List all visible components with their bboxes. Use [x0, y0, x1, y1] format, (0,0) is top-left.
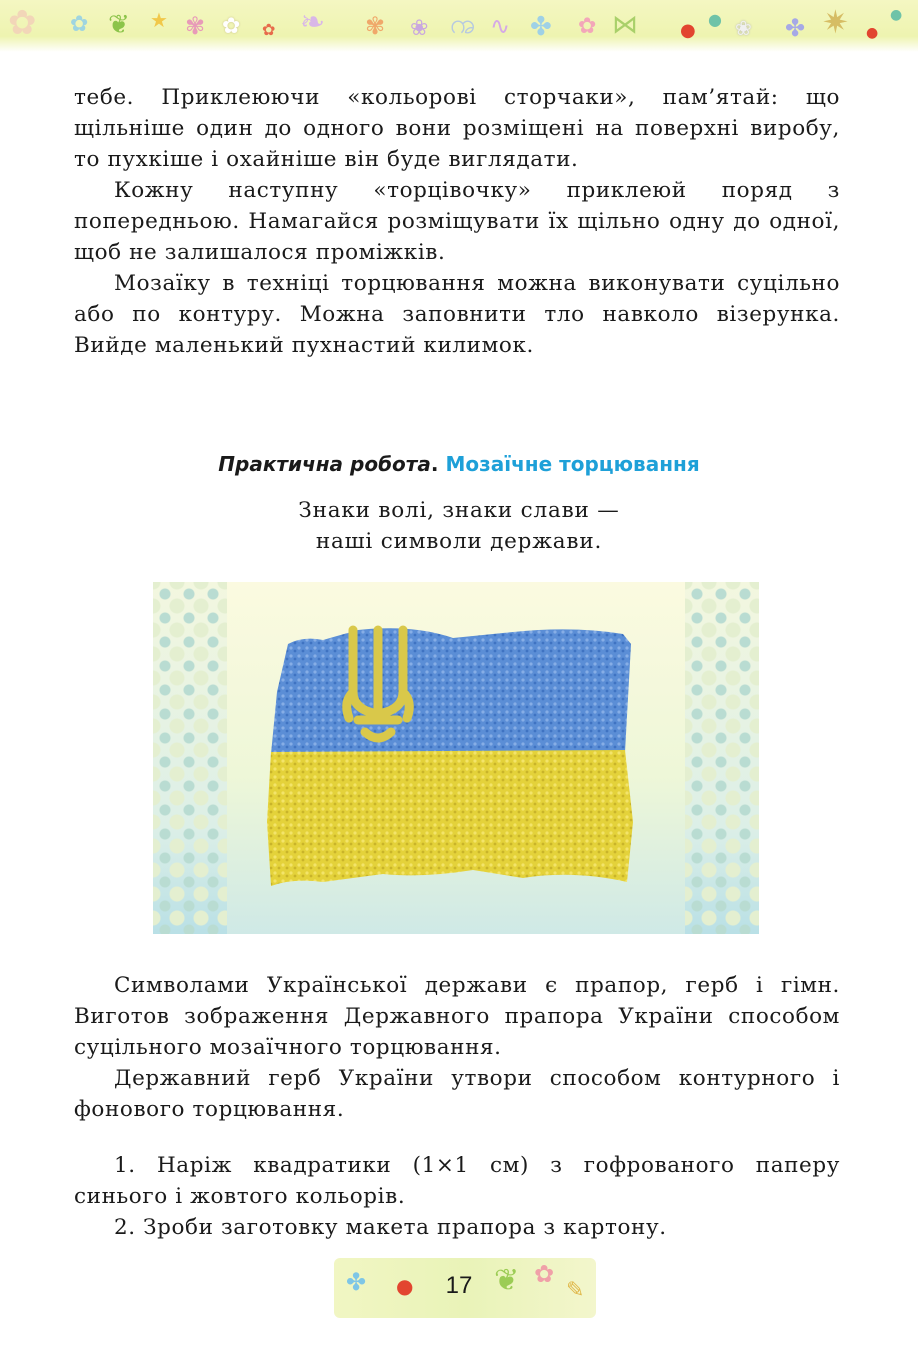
paragraph: тебе. Приклеюючи «кольорові сторчаки», пам’ятай: що щільніше один до одного вони розміщені на поверхні виробу, то пухкіше і охайніше він буде виглядати.: [74, 85, 840, 172]
leaf-icon: ❧: [300, 5, 326, 40]
dot-icon: ●: [708, 10, 722, 29]
practical-label: Практична робота: [218, 452, 431, 476]
flower-icon: ✤: [530, 12, 552, 42]
paragraph: Символами Української держави є прапор, герб і гімн. Виготов зображення Державного прапора України способом суцільного мозаїчного торцювання.: [74, 973, 840, 1060]
flower-icon: ❀: [735, 16, 752, 40]
decorative-top-border: [0, 0, 918, 52]
flag-blue-stripe: [271, 628, 631, 754]
flower-icon: ✿: [262, 20, 276, 39]
flower-icon: ✤: [785, 14, 806, 42]
page-number: 17: [445, 1272, 473, 1299]
steps-list: [74, 1150, 840, 1243]
flower-icon: ✿: [8, 3, 37, 43]
leaf-icon: ❦: [494, 1263, 520, 1298]
leaf-icon: ✷: [822, 3, 849, 41]
pencil-icon: ✎: [566, 1278, 585, 1303]
step-item: 1. Наріж квадратики (1×1 см) з гофрованого паперу синього і жовтого кольорів.: [74, 1153, 840, 1209]
swirl-icon: ꩠ: [450, 7, 476, 40]
star-icon: ★: [150, 8, 168, 32]
leaf-icon: ❦: [108, 10, 130, 40]
step-item: 2. Зроби заготовку макета прапора з картону.: [114, 1215, 667, 1240]
poem-line: наші символи держави.: [315, 529, 603, 554]
flag-mosaic-image: [153, 582, 759, 934]
dot-icon: ●: [396, 1274, 414, 1298]
flag-description-text: [74, 970, 840, 1125]
paragraph: Державний герб України утвори способом контурного і фонового торцювання.: [74, 1066, 840, 1122]
flower-icon: ✿: [222, 14, 241, 39]
practical-title: Мозаїчне торцювання: [445, 452, 700, 476]
paragraph: Кожну наступну «торцівочку» приклеюй поряд з попередньою. Намагайся розміщувати їх щільно одну до одної, щоб не залишалося проміжків.: [74, 178, 840, 265]
flower-icon: ✿: [534, 1260, 555, 1288]
flower-icon: ✿: [578, 14, 597, 39]
flower-icon: ✿: [70, 12, 89, 37]
flower-icon: ✾: [185, 12, 206, 40]
dot-icon: ●: [680, 20, 696, 41]
practical-separator: .: [430, 452, 439, 476]
intro-text: [74, 82, 840, 361]
flag-illustration: [153, 582, 759, 934]
poem: [0, 495, 918, 557]
poem-line: Знаки волі, знаки слави —: [298, 498, 620, 523]
dot-icon: ●: [890, 7, 903, 23]
bow-icon: ⋈: [612, 10, 638, 40]
flower-icon: ✤: [346, 1268, 367, 1296]
flower-icon: ✾: [365, 12, 386, 40]
flower-icon: ❀: [410, 16, 429, 41]
flag-yellow-stripe: [267, 750, 633, 886]
trident-icon: [347, 630, 410, 738]
swirl-icon: ∿: [490, 12, 511, 40]
practical-work-heading: [0, 452, 918, 476]
dot-icon: ●: [866, 25, 879, 41]
paragraph: Мозаїку в техніці торцювання можна виконувати суцільно або по контуру. Можна заповнити тло навколо візерунка. Вийде маленький пухнастий килимок.: [74, 271, 840, 358]
